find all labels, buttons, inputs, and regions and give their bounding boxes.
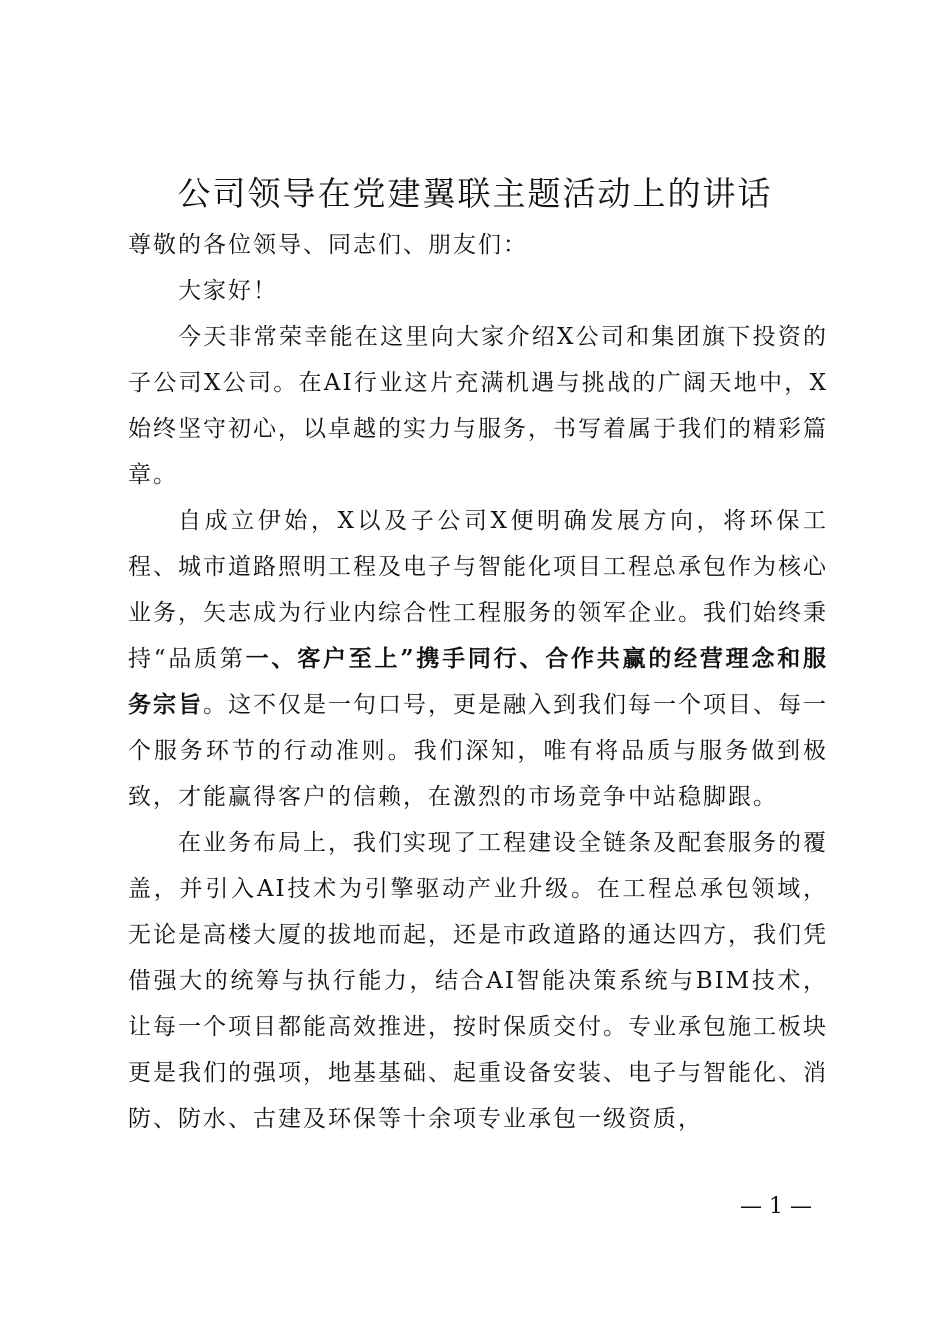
- salutation: 尊敬的各位领导、同志们、朋友们：: [128, 232, 528, 258]
- document-title: 公司领导在党建翼联主题活动上的讲话: [177, 174, 773, 213]
- paragraph-2: [128, 498, 828, 820]
- paragraph-3: 在业务布局上，我们实现了工程建设全链条及配套服务的覆盖，并引入AI技术为引擎驱动产业升级。在工程总承包领域，无论是高楼大厦的拔地而起，还是市政道路的通达四方，我们凭借强大的统筹与执行能力，结合AI智能决策系统与BIM技术，让每一个项目都能高效推进，按时保质交付。专业承包施工板块更是我们的强项，地基基础、起重设备安装、电子与智能化、消防、防水、古建及环保等十余项专业承包一级资质，: [128, 830, 828, 1132]
- paragraph-2-text-start: 自成立伊始，X以及子公司X便明确发展方向，将环保工程、城市道路照明工程及电子与智能化项目工程总承包作为核心业务，矢志成为行业内综合性工程服务的领军企业。我们始终秉持“品质第: [128, 508, 828, 672]
- page-number: — 1 —: [740, 1194, 812, 1219]
- greeting: 大家好！: [178, 278, 278, 304]
- document-body: [128, 222, 828, 1142]
- paragraph-1: 今天非常荣幸能在这里向大家介绍X公司和集团旗下投资的子公司X公司。在AI行业这片充满机遇与挑战的广阔天地中，X始终坚守初心，以卓越的实力与服务，书写着属于我们的精彩篇章。: [128, 324, 828, 488]
- paragraph-2-bold-text: 一、客户至上”携手同行、合作共赢的经营理念和服务宗旨: [128, 645, 828, 718]
- paragraph-2-text-end: 。这不仅是一句口号，更是融入到我们每一个项目、每一个服务环节的行动准则。我们深知，唯有将品质与服务做到极致，才能赢得客户的信赖，在激烈的市场竞争中站稳脚跟。: [128, 692, 828, 810]
